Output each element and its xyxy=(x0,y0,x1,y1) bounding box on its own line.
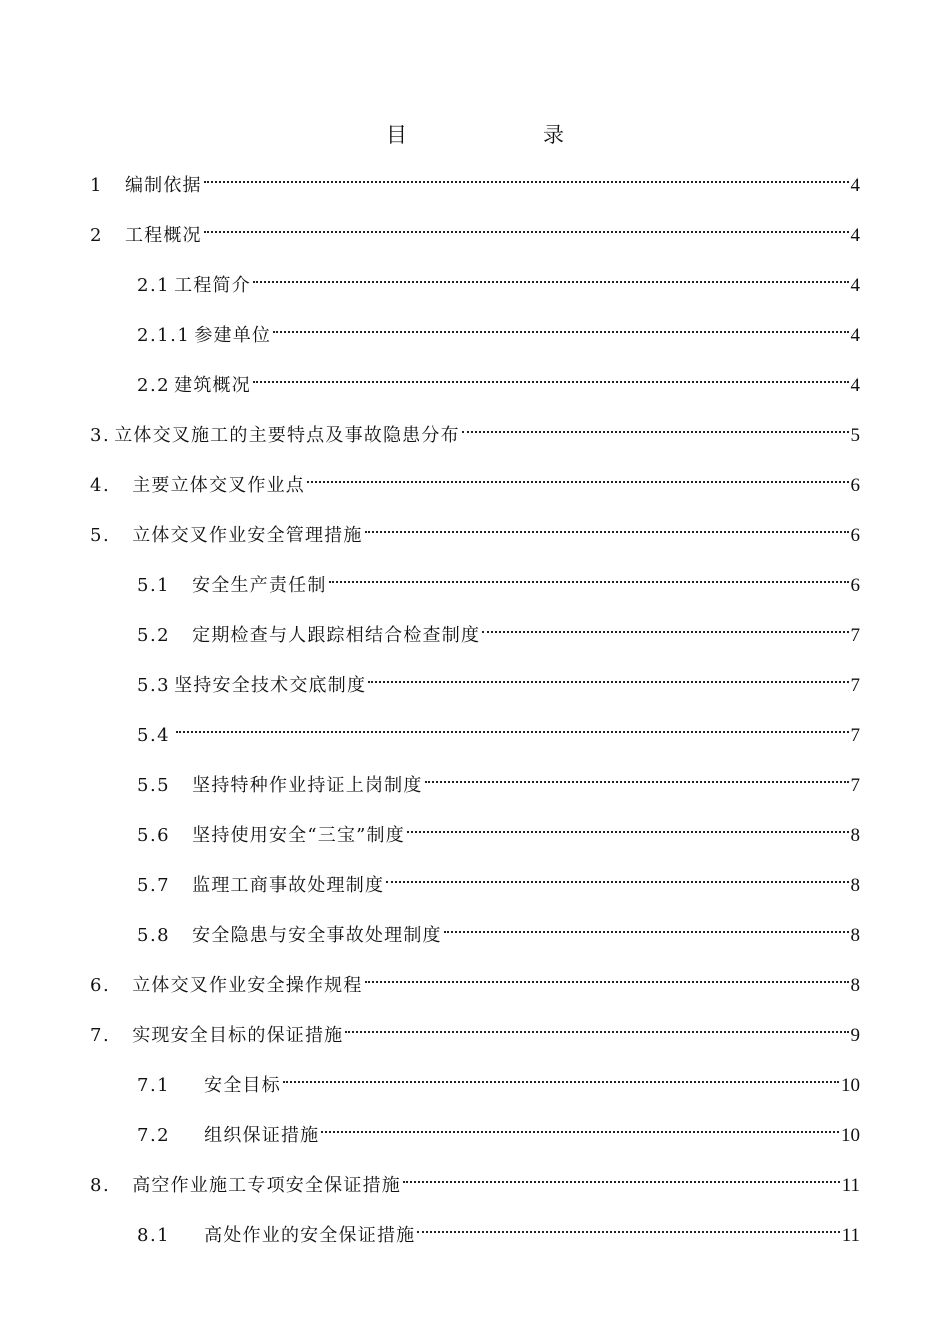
toc-entry-text: 立体交叉作业安全操作规程 xyxy=(132,975,363,996)
toc-entry-number: 2.1 xyxy=(137,275,171,296)
toc-entry-number: 8. xyxy=(90,1175,111,1196)
toc-entry-number: 5.1 xyxy=(137,575,171,596)
toc-entry-number: 2 xyxy=(90,225,103,246)
toc-entry-label xyxy=(137,871,384,901)
toc-dot-leader xyxy=(365,511,849,541)
toc-entry-label xyxy=(137,1221,415,1251)
toc-entry[interactable] xyxy=(137,761,860,796)
toc-entry-page: 11 xyxy=(841,1175,860,1196)
toc-dot-leader xyxy=(425,761,849,791)
toc-entry-page: 10 xyxy=(841,1125,860,1146)
toc-entry-label xyxy=(137,671,366,701)
toc-entry-number: 6. xyxy=(90,975,111,996)
toc-entry-number: 8.1 xyxy=(137,1225,171,1246)
toc-entry[interactable] xyxy=(137,611,860,646)
toc-dot-leader xyxy=(462,411,849,441)
toc-dot-leader xyxy=(204,211,849,241)
toc-entry-page: 6 xyxy=(850,525,860,546)
toc-entry-text: 立体交叉施工的主要特点及事故隐患分布 xyxy=(114,425,460,446)
toc-entry-number: 5.5 xyxy=(137,775,171,796)
toc-dot-leader xyxy=(176,711,848,741)
toc-entry[interactable] xyxy=(90,211,860,246)
toc-entry-label xyxy=(137,1071,281,1101)
toc-entry-page: 4 xyxy=(850,375,860,396)
toc-entry[interactable] xyxy=(137,311,860,346)
toc-dot-leader xyxy=(321,1111,839,1141)
toc-entry[interactable] xyxy=(90,461,860,496)
toc-entry-label xyxy=(137,621,480,651)
toc-entry-text: 实现安全目标的保证措施 xyxy=(132,1025,344,1046)
toc-entry-page: 7 xyxy=(850,775,860,796)
toc-entry-page: 7 xyxy=(850,675,860,696)
toc-dot-leader xyxy=(329,561,849,591)
toc-entry-number: 4. xyxy=(90,475,111,496)
toc-dot-leader xyxy=(307,461,849,491)
toc-entry-number: 7. xyxy=(90,1025,111,1046)
toc-dot-leader xyxy=(365,961,849,991)
toc-entry[interactable] xyxy=(90,411,860,446)
toc-dot-leader xyxy=(444,911,849,941)
toc-entry-label xyxy=(137,371,251,401)
toc-entry-text: 组织保证措施 xyxy=(204,1125,320,1146)
toc-entry-label xyxy=(137,721,174,751)
toc-entry[interactable] xyxy=(90,1161,860,1196)
toc-entry[interactable] xyxy=(137,861,860,896)
toc-entry[interactable] xyxy=(137,361,860,396)
toc-entry[interactable] xyxy=(137,261,860,296)
toc-entry-page: 4 xyxy=(850,225,860,246)
toc-dot-leader xyxy=(368,661,848,691)
toc-entry-number: 5.6 xyxy=(137,825,171,846)
toc-entry-text: 高空作业施工专项安全保证措施 xyxy=(132,1175,401,1196)
toc-entry-page: 8 xyxy=(850,875,860,896)
toc-entry-label xyxy=(137,571,327,601)
toc-dot-leader xyxy=(283,1061,839,1091)
toc-title xyxy=(0,118,950,152)
toc-dot-leader xyxy=(253,261,849,291)
toc-entry[interactable] xyxy=(137,911,860,946)
toc-entry[interactable] xyxy=(137,1061,860,1096)
toc-entry-page: 5 xyxy=(850,425,860,446)
toc-entry-page: 11 xyxy=(841,1225,860,1246)
toc-entry-text: 高处作业的安全保证措施 xyxy=(204,1225,416,1246)
toc-entry-label xyxy=(90,471,305,501)
toc-entry[interactable] xyxy=(137,711,860,746)
toc-entry[interactable] xyxy=(137,661,860,696)
toc-entry-page: 9 xyxy=(850,1025,860,1046)
toc-entry-number: 5.4 xyxy=(137,725,171,746)
toc-entry-label xyxy=(137,771,423,801)
toc-dot-leader xyxy=(273,311,848,341)
toc-entry-page: 8 xyxy=(850,925,860,946)
toc-entry-text: 建筑概况 xyxy=(174,375,251,396)
toc-dot-leader xyxy=(482,611,848,641)
toc-entry-page: 10 xyxy=(841,1075,860,1096)
toc-dot-leader xyxy=(204,161,849,191)
toc-entry[interactable] xyxy=(90,511,860,546)
toc-entry-page: 6 xyxy=(850,475,860,496)
toc-dot-leader xyxy=(253,361,849,391)
toc-entry-page: 4 xyxy=(850,325,860,346)
toc-entry[interactable] xyxy=(137,1111,860,1146)
toc-entry-page: 7 xyxy=(850,625,860,646)
toc-entry-text: 坚持使用安全“三宝”制度 xyxy=(192,825,405,846)
toc-entry-text: 监理工商事故处理制度 xyxy=(192,875,385,896)
toc-title-left: 目 xyxy=(386,123,407,147)
toc-entry[interactable] xyxy=(137,1211,860,1246)
toc-dot-leader xyxy=(403,1161,840,1191)
toc-entry-label xyxy=(90,971,363,1001)
toc-entry-number: 7.2 xyxy=(137,1125,171,1146)
toc-entry-text: 安全生产责任制 xyxy=(192,575,327,596)
toc-entry-label xyxy=(137,271,251,301)
toc-entry[interactable] xyxy=(137,811,860,846)
toc-entry-number: 5.8 xyxy=(137,925,171,946)
toc-entry-label xyxy=(90,171,202,201)
toc-entry-page: 4 xyxy=(850,175,860,196)
toc-entry-page: 7 xyxy=(850,725,860,746)
toc-entry-text: 安全目标 xyxy=(204,1075,281,1096)
toc-dot-leader xyxy=(345,1011,848,1041)
toc-entry-label xyxy=(90,421,460,451)
toc-entry-text: 坚持特种作业持证上岗制度 xyxy=(192,775,423,796)
toc-entry-label xyxy=(90,221,202,251)
toc-entry-page: 6 xyxy=(850,575,860,596)
toc-entry-text: 安全隐患与安全事故处理制度 xyxy=(192,925,442,946)
toc-entry-label xyxy=(137,821,405,851)
toc-entry-number: 2.2 xyxy=(137,375,171,396)
toc-entry-number: 5.7 xyxy=(137,875,171,896)
toc-entry-label xyxy=(137,921,442,951)
toc-entry-number: 5.2 xyxy=(137,625,171,646)
toc-entry-text: 工程简介 xyxy=(174,275,251,296)
toc-entry-text: 坚持安全技术交底制度 xyxy=(174,675,367,696)
toc-entry-label xyxy=(90,1021,343,1051)
toc-entry-number: 5. xyxy=(90,525,111,546)
toc-entry-number: 5.3 xyxy=(137,675,171,696)
toc-entry-text: 编制依据 xyxy=(124,175,202,196)
toc-entry-text: 工程概况 xyxy=(124,225,202,246)
toc-entry-label xyxy=(90,521,363,551)
toc-entry-text: 参建单位 xyxy=(194,325,272,346)
toc-dot-leader xyxy=(386,861,848,891)
toc-entry-text: 立体交叉作业安全管理措施 xyxy=(132,525,363,546)
toc-entry-page: 4 xyxy=(850,275,860,296)
toc-entry-number: 2.1.1 xyxy=(137,325,191,346)
toc-entry-text: 定期检查与人跟踪相结合检查制度 xyxy=(192,625,481,646)
toc-title-right: 录 xyxy=(543,123,564,147)
toc-dot-leader xyxy=(407,811,849,841)
toc-entry-number: 7.1 xyxy=(137,1075,171,1096)
toc-entry-text: 主要立体交叉作业点 xyxy=(132,475,305,496)
toc-dot-leader xyxy=(417,1211,839,1241)
toc-entry-number: 1 xyxy=(90,175,103,196)
toc-entry[interactable] xyxy=(90,961,860,996)
toc-entry-label xyxy=(137,321,271,351)
toc-entry[interactable] xyxy=(90,1011,860,1046)
toc-entry[interactable] xyxy=(137,561,860,596)
toc-entry-label xyxy=(90,1171,401,1201)
toc-entry-page: 8 xyxy=(850,825,860,846)
toc-entry[interactable] xyxy=(90,161,860,196)
toc-entry-label xyxy=(137,1121,319,1151)
toc-entry-number: 3. xyxy=(90,425,111,446)
toc-entry-page: 8 xyxy=(850,975,860,996)
